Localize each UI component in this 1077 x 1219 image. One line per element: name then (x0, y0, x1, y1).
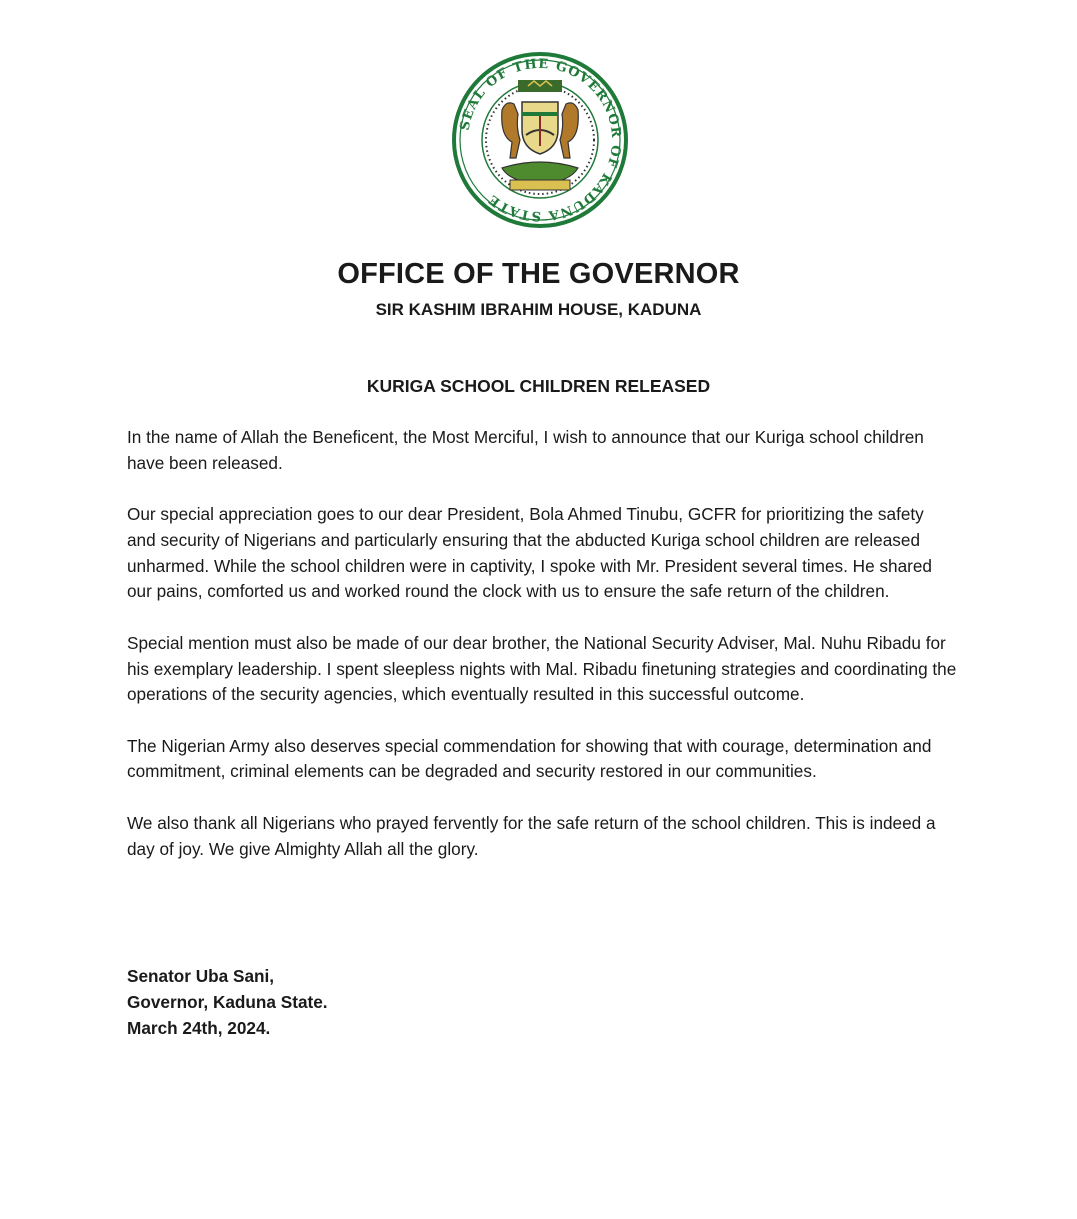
paragraph-announcement: In the name of Allah the Beneficent, the Most Merciful, I wish to announce that our Kuriga school children have been released. (127, 427, 924, 473)
paragraph-nsa-mention: Special mention must also be made of our dear brother, the National Security Adviser, Mal. Nuhu Ribadu for his exemplary leadership. I spent sleepless nights with Mal. Ribadu finetuning strategies and coordinating the operations of the security agencies, which eventually resulted in this successful outcome. (127, 632, 957, 705)
release-body (127, 425, 957, 888)
signatory-name: Senator Uba Sani, (127, 966, 275, 986)
office-address: SIR KASHIM IBRAHIM HOUSE, KADUNA (375, 300, 702, 319)
paragraph-army-commendation: The Nigerian Army also deserves special commendation for showing that with courage, determination and commitment, criminal elements can be degraded and security restored in our communities. (127, 735, 932, 782)
svg-text:SEAL OF THE GOVERNOR OF KADUNA: SEAL OF THE GOVERNOR OF KADUNA STATE (457, 56, 624, 224)
paragraph-president-appreciation: Our special appreciation goes to our dear President, Bola Ahmed Tinubu, GCFR for prioritizing the safety and security of Nigerians and particularly ensuring that the abducted Kuriga school children are released unharmed. While the school children were in captivity, I spoke with Mr. President several times. He shared our pains, comforted us and worked round the clock with us to ensure the safe return of the children. (127, 504, 932, 602)
kaduna-state-seal (440, 40, 640, 240)
release-title: KURIGA SCHOOL CHILDREN RELEASED (366, 376, 711, 396)
signatory-position: Governor, Kaduna State. (127, 991, 328, 1012)
office-title: OFFICE OF THE GOVERNOR (337, 258, 740, 290)
paragraph-thanks: We also thank all Nigerians who prayed fervently for the safe return of the school children. This is indeed a day of joy. We give Almighty Allah all the glory. (127, 812, 936, 859)
signature-block (127, 964, 328, 1041)
release-date: March 24th, 2024. (127, 1017, 271, 1038)
